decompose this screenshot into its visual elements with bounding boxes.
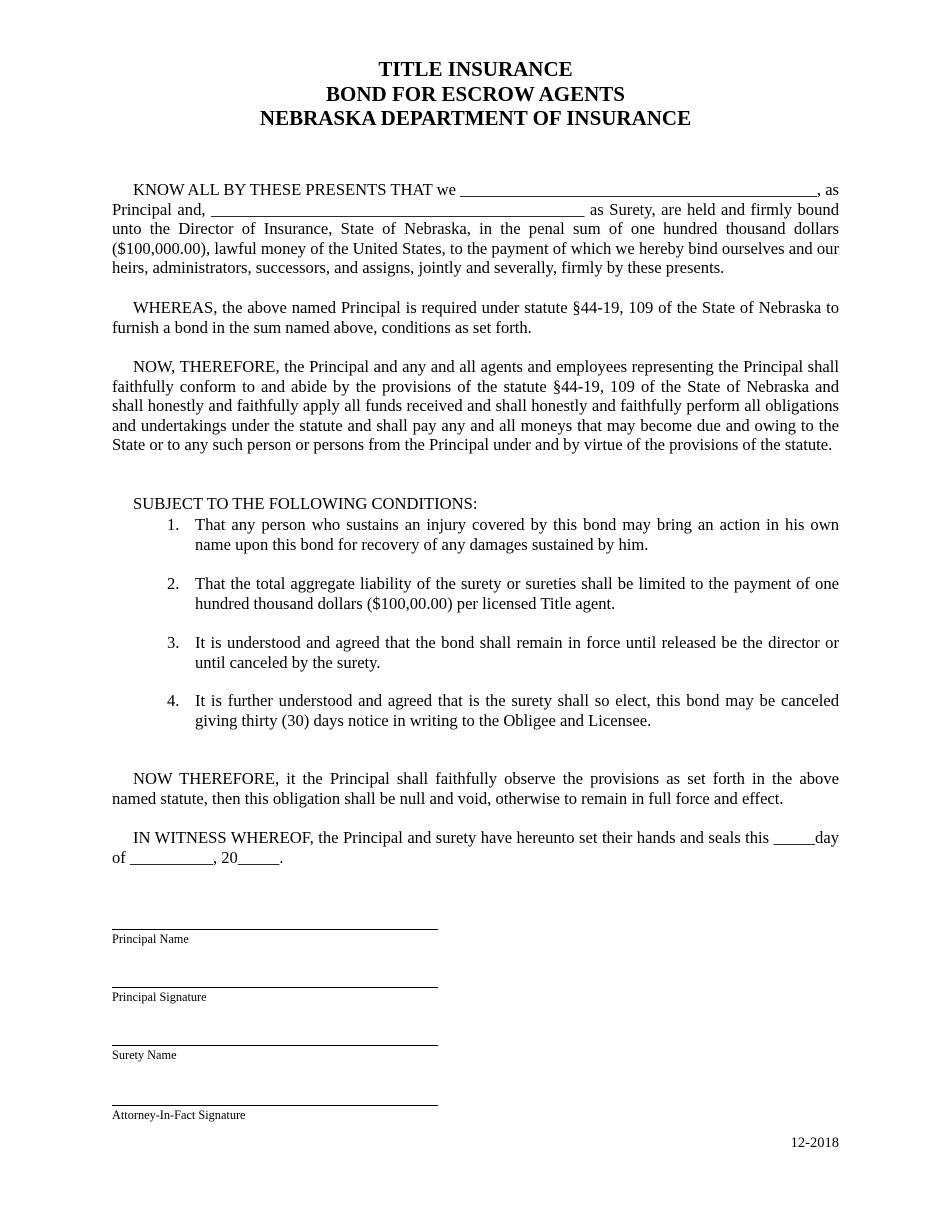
now-therefore-obligations-paragraph: NOW, THEREFORE, the Principal and any and all agents and employees representing the Principal shall faithfully conform to and abide by the provisions of the statute §44-19, 109 of the State of Nebraska and shall honestly and faithfully apply all funds received and shall honestly and faithfully perform all obligations and undertakings under the statute and shall pay any and all moneys that may become due and owing to the State or to any such person or persons from the Principal under and by virtue of the provisions of the statute. xyxy=(112,357,839,455)
condition-number: 1. xyxy=(167,515,180,534)
condition-number: 4. xyxy=(167,691,180,710)
witness-paragraph: IN WITNESS WHEREOF, the Principal and surety have hereunto set their hands and seals this _____day of __________, 20_____. xyxy=(112,828,839,867)
signature-line xyxy=(112,1105,438,1106)
condition-text: It is understood and agreed that the bond shall remain in force until released be the director or until canceled by the surety. xyxy=(195,633,839,672)
principal-signature-field[interactable] xyxy=(112,987,442,1005)
condition-text: That any person who sustains an injury covered by this bond may bring an action in his own name upon this bond for recovery of any damages sustained by him. xyxy=(195,515,839,554)
signature-line xyxy=(112,987,438,988)
attorney-signature-field[interactable] xyxy=(112,1105,442,1123)
principal-signature-label: Principal Signature xyxy=(112,990,207,1004)
principal-name-field[interactable] xyxy=(112,929,442,947)
form-revision-code: 12-2018 xyxy=(790,1135,839,1151)
condition-number: 3. xyxy=(167,633,180,652)
whereas-paragraph: WHEREAS, the above named Principal is required under statute §44-19, 109 of the State of Nebraska to furnish a bond in the sum named above, conditions as set forth. xyxy=(112,298,839,337)
attorney-signature-label: Attorney-In-Fact Signature xyxy=(112,1108,246,1122)
surety-name-label: Surety Name xyxy=(112,1048,177,1062)
signature-line xyxy=(112,929,438,930)
title-line-3: NEBRASKA DEPARTMENT OF INSURANCE xyxy=(259,106,692,130)
title-line-2: BOND FOR ESCROW AGENTS xyxy=(326,81,625,106)
know-all-paragraph: KNOW ALL BY THESE PRESENTS THAT we ___________________________________________, as Principal and, _____________________________________________ as Surety, are held and firmly bound unto the Director of Insurance, State of Nebraska, in the penal sum of one hundred thousand dollars ($100,000.00), lawful money of the United States, to the payment of which we hereby bind ourselves and our heirs, administrators, successors, and assigns, jointly and severally, firmly by these presents. xyxy=(112,180,840,278)
condition-text: That the total aggregate liability of the surety or sureties shall be limited to the payment of one hundred thousand dollars ($100,00.00) per licensed Title agent. xyxy=(195,574,839,613)
principal-name-label: Principal Name xyxy=(112,932,189,946)
conditions-heading: SUBJECT TO THE FOLLOWING CONDITIONS: xyxy=(133,494,478,513)
condition-number: 2. xyxy=(167,574,180,593)
signature-line xyxy=(112,1045,438,1046)
null-and-void-paragraph: NOW THEREFORE, it the Principal shall faithfully observe the provisions as set forth in the above named statute, then this obligation shall be null and void, otherwise to remain in full force and effect. xyxy=(112,769,839,808)
surety-name-field[interactable] xyxy=(112,1045,442,1063)
condition-text: It is further understood and agreed that is the surety shall so elect, this bond may be canceled giving thirty (30) days notice in writing to the Obligee and Licensee. xyxy=(195,691,839,730)
title-line-1: TITLE INSURANCE xyxy=(378,57,573,81)
document-title xyxy=(112,57,839,131)
